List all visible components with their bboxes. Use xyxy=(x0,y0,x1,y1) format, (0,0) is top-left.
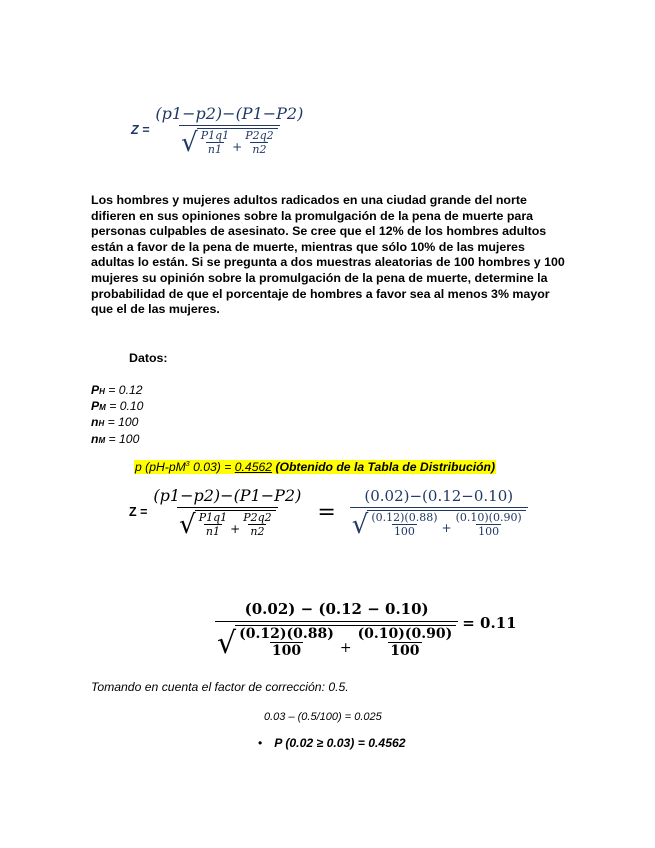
bullet-icon: • xyxy=(258,736,263,750)
datos-item: PM = 0.10 xyxy=(91,399,144,414)
table-note: (Obtenido de la Tabla de Distribución) xyxy=(275,460,496,474)
z-label: Z = xyxy=(129,505,148,519)
probability-value: 0.4562 xyxy=(234,460,273,474)
result-value: = 𝟎.𝟏𝟏 xyxy=(462,613,517,632)
term-1: $\frac{(𝟎.𝟏𝟐)(𝟎.𝟖𝟖)}{𝟏𝟎𝟎}$ xyxy=(239,626,334,659)
p1q1-over-n1: $\frac{P1q1}{n1}$ xyxy=(198,511,228,538)
datos-item: PH = 0.12 xyxy=(91,383,143,397)
equals-sign: = xyxy=(317,499,336,525)
problem-statement: Los hombres y mujeres adultos radicados en una ciudad grande del norte difieren en sus opiniones sobre la promulgación de la pena de muerte para personas culpables de asesinato. Se cree que el 12% de los hombres adultos están a favor de la pena de muerte, mientras que sólo 10% de las mujeres adultas lo están. Si se pregunta a dos muestras aleatorias de 100 hombres y 100 mujeres su opinión sobre la promulgación de la pena de muerte, determine la probabilidad de que el porcentaje de hombres a favor sea al menos 3% mayor que el de las mujeres. xyxy=(91,193,565,317)
formula-result xyxy=(215,600,517,659)
datos-title: Datos: xyxy=(129,351,168,365)
term-1: $\frac{(0.12)(0.88)}{100}$ xyxy=(371,510,438,538)
z-denominator xyxy=(179,125,280,156)
z-label: Z = xyxy=(131,123,150,137)
sqrt-symbol: √ $\frac{(𝟎.𝟏𝟐)(𝟎.𝟖𝟖)}{𝟏𝟎𝟎}$ + $\frac{(𝟎.𝟏𝟎)(𝟎.𝟗𝟎)}{𝟏𝟎𝟎}$ xyxy=(217,625,456,659)
term-2: $\frac{(0.10)(0.90)}{100}$ xyxy=(455,510,522,538)
correction-calculation: 0.03 – (0.5/100) = 0.025 xyxy=(264,711,382,723)
formula-substituted xyxy=(129,486,528,538)
p2q2-over-n2: $\frac{P2q2}{n2}$ xyxy=(245,129,274,156)
formula-general xyxy=(131,104,305,156)
correction-text: Tomando en cuenta el factor de corrección: 0.5. xyxy=(91,680,349,694)
datos-item: nM = 100 xyxy=(91,431,140,446)
z-fraction: (p1−p2)−(P1−P2) √ $\frac{P1q1}{n1}$ + $\frac{P2q2}{n2}$ xyxy=(153,486,302,540)
result-fraction: (𝟎.𝟎𝟐) − (𝟎.𝟏𝟐 − 𝟎.𝟏𝟎) √ $\frac{(𝟎.𝟏𝟐)(𝟎.𝟖𝟖)}{𝟏𝟎𝟎}$ + $\frac{(𝟎.𝟏𝟎)(𝟎.𝟗𝟎)}{𝟏𝟎𝟎}$ xyxy=(215,600,458,659)
datos-item: nH = 100 xyxy=(91,415,139,430)
final-probability: P (0.02 ≥ 0.03) = 0.4562 xyxy=(274,736,406,750)
highlighted-probability: p ($pH-pM^3$ 0.03) = 0.4562 (Obtenido de la Tabla de Distribución) xyxy=(135,460,496,474)
z-numerator: (p1−p2)−(P1−P2) xyxy=(155,104,304,123)
term-2: $\frac{(𝟎.𝟏𝟎)(𝟎.𝟗𝟎)}{𝟏𝟎𝟎}$ xyxy=(357,626,453,659)
bullet-item xyxy=(258,736,406,750)
sqrt-symbol: √ $\frac{(0.12)(0.88)}{100}$ + $\frac{(0.10)(0.90)}{100}$ xyxy=(352,510,526,538)
substituted-fraction: (0.02)−(0.12−0.10) √ $\frac{(0.12)(0.88)}{100}$ + $\frac{(0.10)(0.90)}{100}$ xyxy=(350,487,528,538)
sqrt-symbol: √ $\frac{P1q1}{n1}$ + $\frac{P2q2}{n2}$ xyxy=(179,510,276,538)
sqrt-symbol: √ $\frac{P1q1}{n1}$ + $\frac{P2q2}{n2}$ xyxy=(181,128,278,156)
p1q1-over-n1: $\frac{P1q1}{n1}$ xyxy=(200,129,230,156)
datos-list xyxy=(91,383,143,448)
p2q2-over-n2: $\frac{P2q2}{n2}$ xyxy=(243,511,272,538)
z-fraction xyxy=(153,104,305,156)
